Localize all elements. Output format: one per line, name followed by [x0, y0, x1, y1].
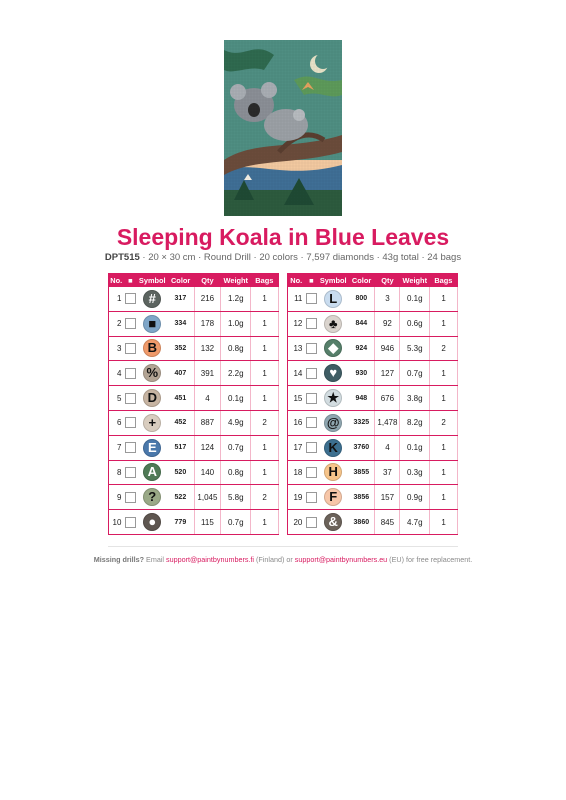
footer-note — [0, 555, 566, 564]
bags-value: 1 — [251, 510, 279, 535]
page-title: Sleeping Koala in Blue Leaves — [116, 224, 450, 250]
color-code: 3325 — [348, 410, 375, 435]
row-no: 13 — [288, 336, 305, 361]
color-code: 3856 — [348, 485, 375, 510]
color-code: 407 — [167, 361, 194, 386]
weight-value: 0.8g — [221, 336, 251, 361]
bags-value: 1 — [430, 460, 458, 485]
col-weight-header: Weight — [400, 274, 430, 288]
weight-value: 0.3g — [400, 460, 430, 485]
symbol-badge: @ — [324, 414, 342, 432]
color-legend-table-right — [287, 273, 458, 535]
symbol-badge: E — [143, 439, 161, 457]
row-checkbox[interactable] — [125, 517, 136, 528]
weight-value: 0.8g — [221, 460, 251, 485]
symbol-badge: ● — [143, 513, 161, 531]
row-checkbox[interactable] — [306, 343, 317, 354]
row-checkbox[interactable] — [125, 368, 136, 379]
table-row — [288, 336, 458, 361]
col-symbol-header: Symbol — [318, 274, 348, 288]
qty-value: 127 — [375, 361, 400, 386]
color-code: 451 — [167, 386, 194, 411]
symbol-badge: & — [324, 513, 342, 531]
row-no: 3 — [109, 336, 124, 361]
email-link-eu[interactable]: support@paintbynumbers.eu — [294, 555, 388, 564]
qty-value: 37 — [375, 460, 400, 485]
bags-value: 1 — [251, 287, 279, 311]
row-no: 2 — [109, 311, 124, 336]
table-row — [288, 485, 458, 510]
qty-value: 92 — [375, 311, 400, 336]
col-weight-header: Weight — [221, 274, 251, 288]
table-row — [288, 361, 458, 386]
color-code: 924 — [348, 336, 375, 361]
color-code: 452 — [167, 410, 194, 435]
table-row — [109, 485, 279, 510]
symbol-badge: H — [324, 463, 342, 481]
row-no: 17 — [288, 435, 305, 460]
weight-value: 5.3g — [400, 336, 430, 361]
weight-value: 0.7g — [400, 361, 430, 386]
table-row — [288, 510, 458, 535]
bags-value: 1 — [251, 386, 279, 411]
table-row — [288, 311, 458, 336]
row-no: 9 — [109, 485, 124, 510]
row-checkbox[interactable] — [125, 318, 136, 329]
row-no: 14 — [288, 361, 305, 386]
bags-value: 1 — [251, 435, 279, 460]
table-row — [109, 311, 279, 336]
row-checkbox[interactable] — [306, 467, 317, 478]
table-row — [109, 410, 279, 435]
symbol-badge: A — [143, 463, 161, 481]
qty-value: 115 — [194, 510, 221, 535]
color-code: 520 — [167, 460, 194, 485]
weight-value: 0.7g — [221, 510, 251, 535]
weight-value: 1.0g — [221, 311, 251, 336]
qty-value: 140 — [194, 460, 221, 485]
footer-lead: Missing drills? — [93, 555, 145, 564]
bags-value: 1 — [251, 460, 279, 485]
color-code: 3760 — [348, 435, 375, 460]
color-code: 352 — [167, 336, 194, 361]
row-checkbox[interactable] — [125, 442, 136, 453]
symbol-badge: K — [324, 439, 342, 457]
col-qty-header: Qty — [375, 274, 400, 288]
qty-value: 178 — [194, 311, 221, 336]
bags-value: 1 — [430, 435, 458, 460]
email-link-finland[interactable]: support@paintbynumbers.fi — [166, 555, 255, 564]
row-checkbox[interactable] — [125, 467, 136, 478]
bags-value: 2 — [251, 410, 279, 435]
row-no: 19 — [288, 485, 305, 510]
symbol-badge: ★ — [324, 389, 342, 407]
row-no: 8 — [109, 460, 124, 485]
footer-text-1: Email — [144, 555, 167, 564]
row-checkbox[interactable] — [125, 293, 136, 304]
qty-value: 4 — [375, 435, 400, 460]
weight-value: 0.7g — [221, 435, 251, 460]
qty-value: 4 — [194, 386, 221, 411]
bags-value: 1 — [430, 386, 458, 411]
footer-text-2: (Finland) or — [254, 555, 295, 564]
color-code: 334 — [167, 311, 194, 336]
qty-value: 157 — [375, 485, 400, 510]
table-row — [288, 386, 458, 411]
qty-value: 391 — [194, 361, 221, 386]
weight-value: 2.2g — [221, 361, 251, 386]
symbol-badge: # — [143, 290, 161, 308]
table-header-row — [109, 274, 279, 288]
bags-value: 1 — [251, 336, 279, 361]
table-row — [288, 435, 458, 460]
table-row — [288, 460, 458, 485]
row-checkbox[interactable] — [125, 417, 136, 428]
bags-value: 1 — [251, 311, 279, 336]
qty-value: 132 — [194, 336, 221, 361]
qty-value: 3 — [375, 287, 400, 311]
row-no: 4 — [109, 361, 124, 386]
qty-value: 887 — [194, 410, 221, 435]
bags-value: 1 — [251, 361, 279, 386]
row-no: 16 — [288, 410, 305, 435]
table-row — [109, 361, 279, 386]
bags-value: 1 — [430, 287, 458, 311]
symbol-badge: L — [324, 290, 342, 308]
product-sku: DPT515 — [104, 252, 140, 263]
color-code: 517 — [167, 435, 194, 460]
row-no: 12 — [288, 311, 305, 336]
product-specs-text: · 20 × 30 cm · Round Drill · 20 colors · 7,597 diamonds · 43g total · 24 bags — [139, 252, 462, 263]
weight-value: 0.6g — [400, 311, 430, 336]
symbol-badge: + — [143, 414, 161, 432]
table-row — [109, 460, 279, 485]
color-code: 3855 — [348, 460, 375, 485]
row-no: 7 — [109, 435, 124, 460]
row-checkbox[interactable] — [306, 417, 317, 428]
bags-value: 2 — [430, 336, 458, 361]
symbol-badge: ? — [143, 488, 161, 506]
col-no-header: No. — [288, 274, 305, 288]
row-checkbox[interactable] — [125, 393, 136, 404]
weight-value: 3.8g — [400, 386, 430, 411]
qty-value: 946 — [375, 336, 400, 361]
row-checkbox[interactable] — [306, 517, 317, 528]
row-no: 5 — [109, 386, 124, 411]
col-no-header: No. — [109, 274, 124, 288]
color-code: 522 — [167, 485, 194, 510]
qty-value: 845 — [375, 510, 400, 535]
bags-value: 1 — [430, 361, 458, 386]
symbol-badge: ♣ — [324, 315, 342, 333]
table-row — [109, 435, 279, 460]
weight-value: 0.1g — [400, 287, 430, 311]
col-bags-header: Bags — [251, 274, 279, 288]
col-bags-header: Bags — [430, 274, 458, 288]
table-row — [288, 287, 458, 311]
symbol-badge: ◆ — [324, 339, 342, 357]
checkbox-header-icon: ■ — [123, 274, 137, 288]
table-row — [109, 510, 279, 535]
table-row — [109, 386, 279, 411]
bags-value: 2 — [430, 410, 458, 435]
row-checkbox[interactable] — [306, 318, 317, 329]
row-checkbox[interactable] — [306, 393, 317, 404]
color-legend-table-left — [108, 273, 279, 535]
color-code: 930 — [348, 361, 375, 386]
col-qty-header: Qty — [194, 274, 221, 288]
row-no: 10 — [109, 510, 124, 535]
symbol-badge: ♥ — [324, 364, 342, 382]
weight-value: 0.9g — [400, 485, 430, 510]
row-no: 6 — [109, 410, 124, 435]
color-code: 3860 — [348, 510, 375, 535]
table-row — [288, 410, 458, 435]
symbol-badge: F — [324, 488, 342, 506]
symbol-badge: ■ — [143, 315, 161, 333]
symbol-badge: D — [143, 389, 161, 407]
bags-value: 1 — [430, 510, 458, 535]
row-checkbox[interactable] — [306, 368, 317, 379]
row-no: 18 — [288, 460, 305, 485]
weight-value: 8.2g — [400, 410, 430, 435]
row-checkbox[interactable] — [306, 492, 317, 503]
color-code: 779 — [167, 510, 194, 535]
row-checkbox[interactable] — [306, 442, 317, 453]
symbol-badge: B — [143, 339, 161, 357]
col-color-header: Color — [348, 274, 375, 288]
row-no: 11 — [288, 287, 305, 311]
bags-value: 1 — [430, 485, 458, 510]
qty-value: 676 — [375, 386, 400, 411]
table-row — [109, 287, 279, 311]
weight-value: 5.8g — [221, 485, 251, 510]
product-specs — [0, 252, 566, 263]
koala-artwork-image — [224, 40, 342, 216]
row-checkbox[interactable] — [306, 293, 317, 304]
color-code: 844 — [348, 311, 375, 336]
qty-value: 216 — [194, 287, 221, 311]
checkbox-header-icon: ■ — [304, 274, 318, 288]
bags-value: 1 — [430, 311, 458, 336]
table-row — [109, 336, 279, 361]
color-code: 800 — [348, 287, 375, 311]
color-code: 317 — [167, 287, 194, 311]
row-no: 1 — [109, 287, 124, 311]
weight-value: 1.2g — [221, 287, 251, 311]
row-no: 20 — [288, 510, 305, 535]
row-no: 15 — [288, 386, 305, 411]
footer-divider — [108, 546, 458, 547]
row-checkbox[interactable] — [125, 343, 136, 354]
color-code: 948 — [348, 386, 375, 411]
qty-value: 124 — [194, 435, 221, 460]
col-symbol-header: Symbol — [137, 274, 167, 288]
row-checkbox[interactable] — [125, 492, 136, 503]
footer-text-3: (EU) for free replacement. — [387, 555, 473, 564]
col-color-header: Color — [167, 274, 194, 288]
symbol-badge: % — [143, 364, 161, 382]
weight-value: 4.7g — [400, 510, 430, 535]
qty-value: 1,045 — [194, 485, 221, 510]
weight-value: 0.1g — [221, 386, 251, 411]
weight-value: 0.1g — [400, 435, 430, 460]
weight-value: 4.9g — [221, 410, 251, 435]
qty-value: 1,478 — [375, 410, 400, 435]
bags-value: 2 — [251, 485, 279, 510]
table-header-row — [288, 274, 458, 288]
